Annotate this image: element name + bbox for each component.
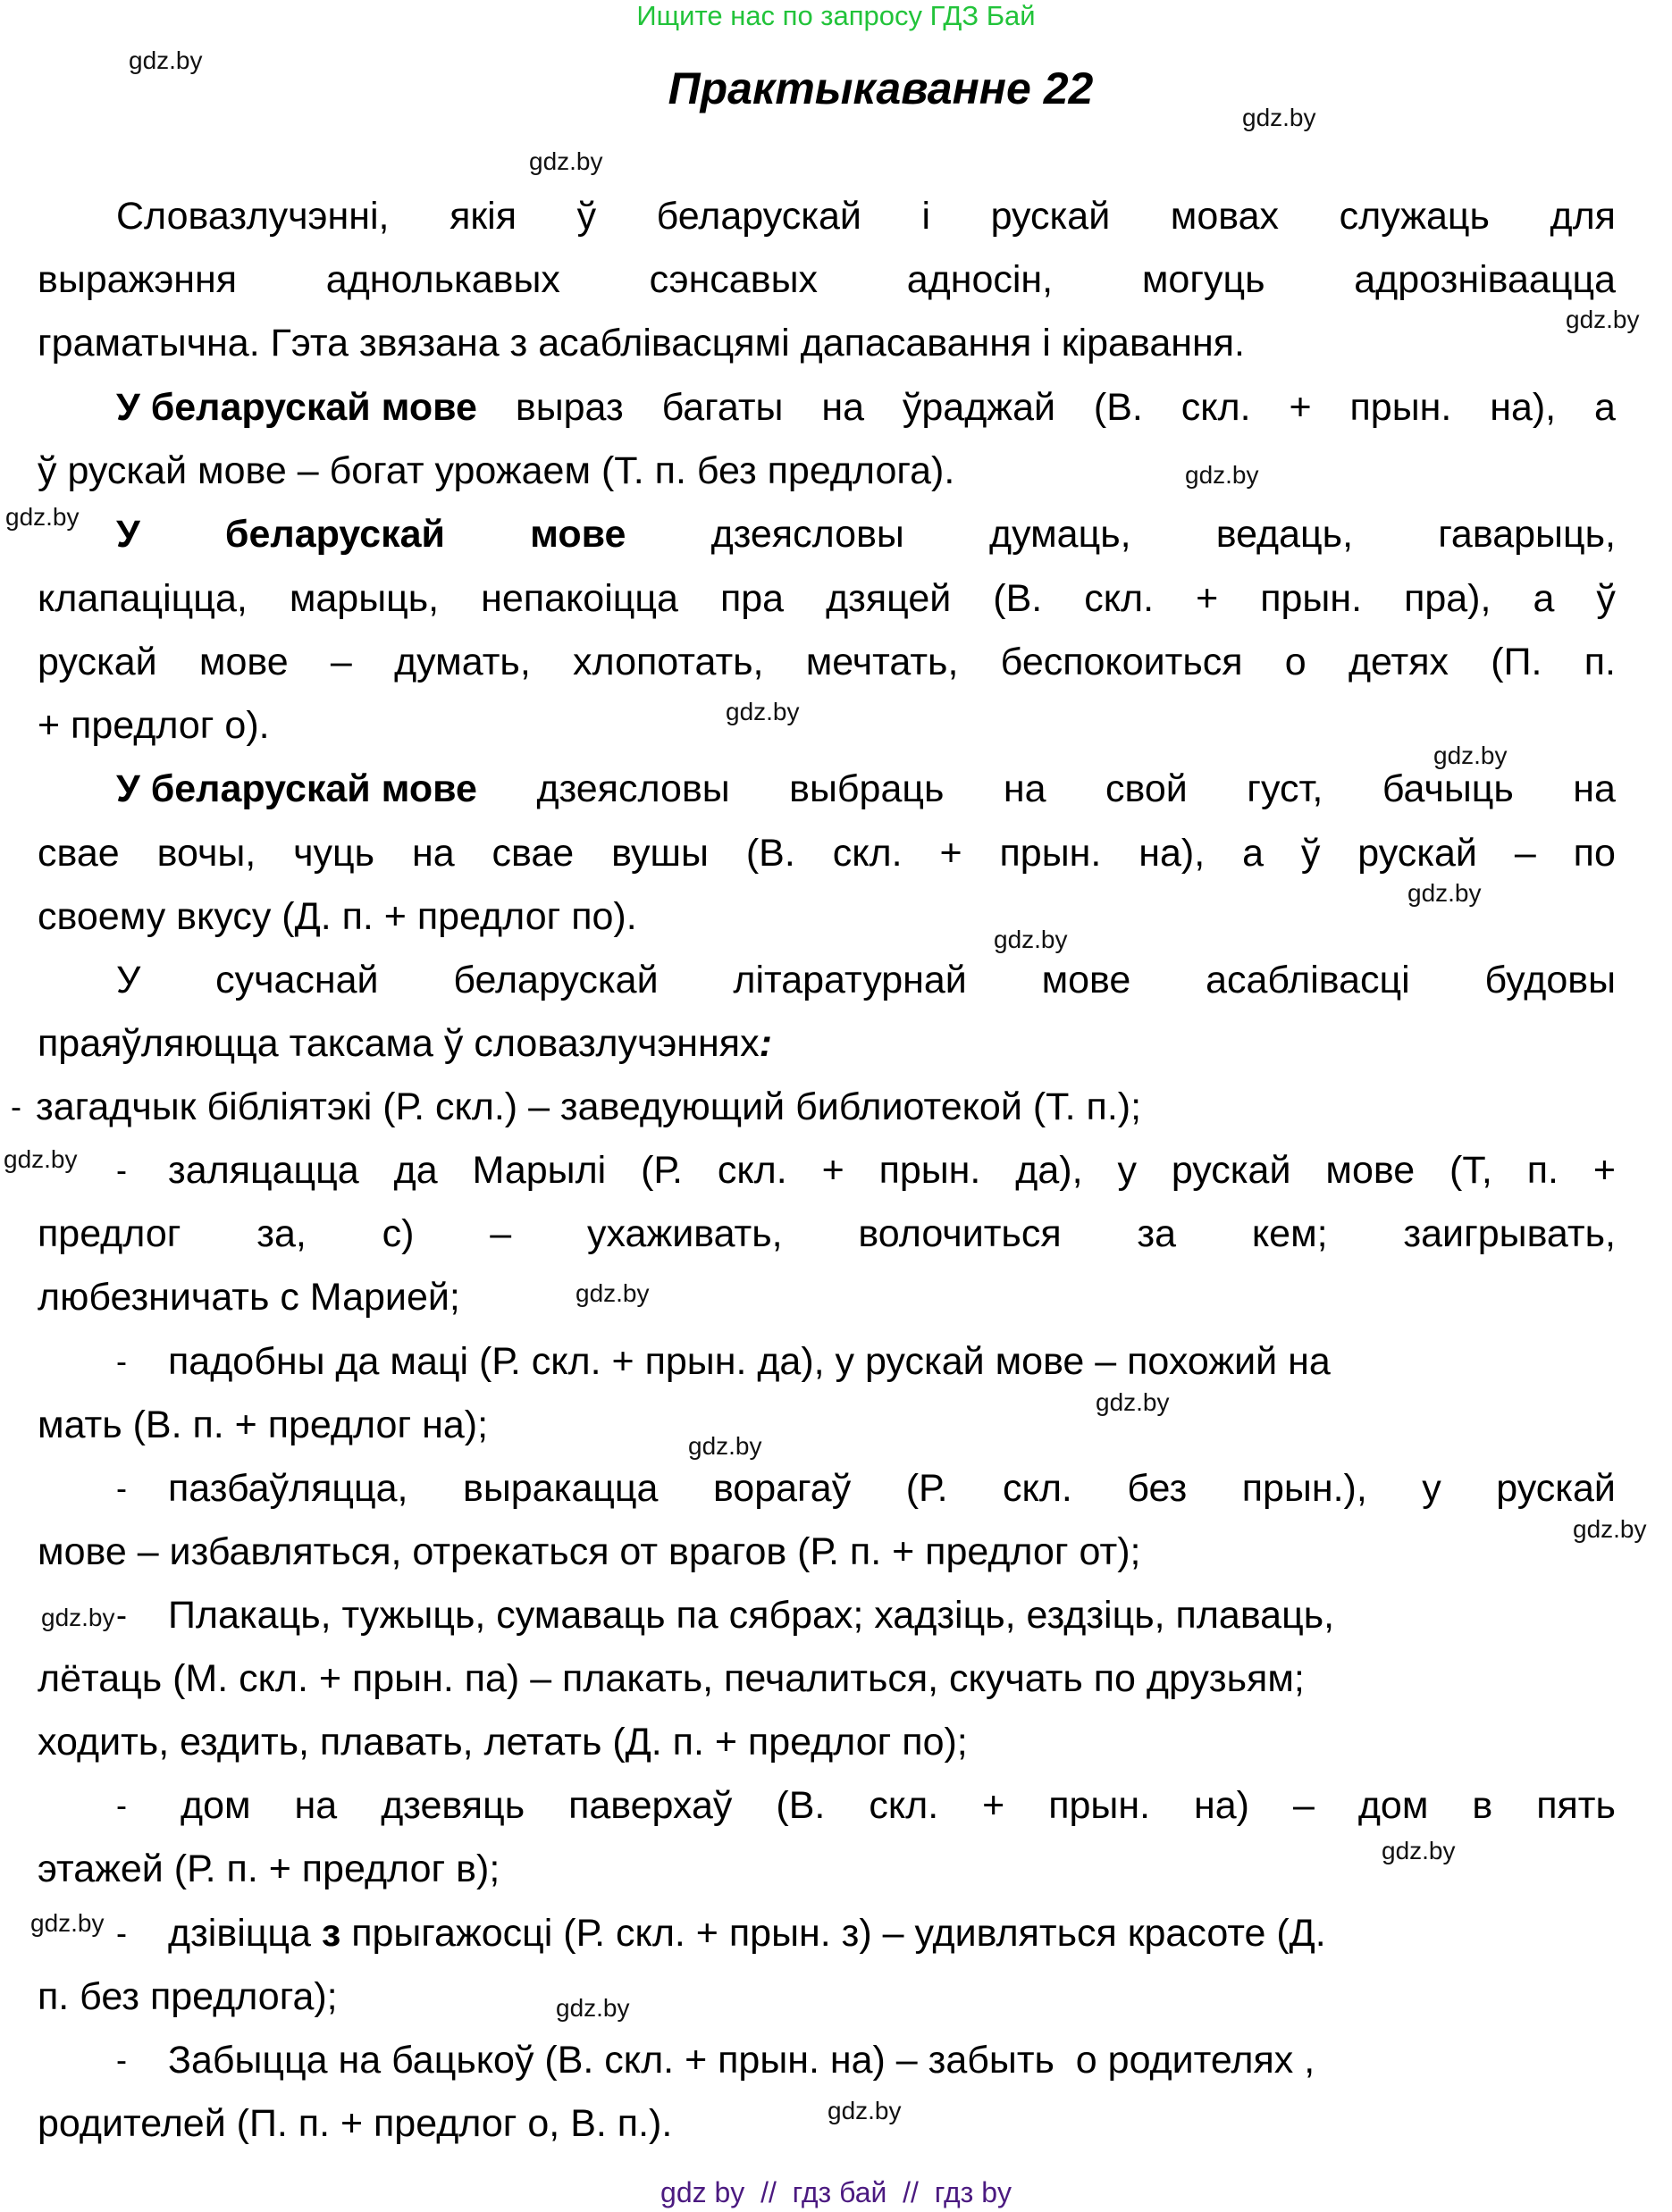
paragraph-3-line-4: + предлог о). <box>38 704 270 747</box>
watermark: gdz.by <box>1242 104 1316 131</box>
word: за, <box>256 1212 307 1255</box>
word: (Р. <box>905 1467 948 1510</box>
word: на <box>411 832 455 875</box>
word: бачыць <box>1382 767 1514 810</box>
paragraph-4-line-1 <box>116 757 1616 821</box>
word: за <box>1137 1212 1177 1255</box>
search-banner: Ищите нас по запросу ГДЗ Бай <box>636 0 1036 31</box>
word: паверхаў <box>568 1784 733 1827</box>
word: ўраджай <box>902 386 1056 429</box>
paragraph-5-line-2 <box>38 1011 772 1076</box>
word: мечтать, <box>805 641 959 683</box>
word: прын. <box>1048 1784 1151 1827</box>
list-dash: - <box>116 1152 127 1188</box>
word: у <box>1422 1467 1441 1510</box>
list-item-6-line-1 <box>181 1773 1616 1838</box>
word: дзяцей <box>826 577 952 620</box>
watermark: gdz.by <box>4 1145 78 1173</box>
watermark: gdz.by <box>688 1432 762 1460</box>
text: прыгажосці (Р. скл. + прын. з) – удивляться красоте (Д. <box>340 1912 1326 1955</box>
bold-phrase: У беларускай мове <box>116 767 477 810</box>
word: рускай <box>990 195 1111 238</box>
watermark: gdz.by <box>1573 1515 1647 1543</box>
watermark: gdz.by <box>30 1909 105 1937</box>
list-item-8-line-2: родителей (П. п. + предлог о, В. п.). <box>38 2102 673 2145</box>
word: скл. <box>1180 386 1251 429</box>
watermark: gdz.by <box>5 503 80 531</box>
list-dash: - <box>116 1596 127 1633</box>
watermark: gdz.by <box>1185 461 1259 489</box>
word: скл. <box>717 1149 787 1192</box>
word: ў <box>1300 832 1321 875</box>
list-item-4-line-1 <box>168 1456 1616 1521</box>
watermark: gdz.by <box>576 1279 650 1307</box>
word: кем; <box>1251 1212 1328 1255</box>
word: с) <box>382 1212 415 1255</box>
word: думать, <box>394 641 531 683</box>
word: прын. <box>1260 577 1363 620</box>
paragraph-3-line-1 <box>116 502 1616 566</box>
bold-word: мове <box>530 513 626 556</box>
word: скл. <box>1003 1467 1072 1510</box>
paragraph-4-line-2 <box>38 821 1616 885</box>
word: гаварыць, <box>1438 513 1616 556</box>
word: да <box>393 1149 438 1192</box>
word: адносін, <box>906 258 1054 301</box>
word: по <box>1573 832 1616 875</box>
list-dash: - <box>116 1787 127 1823</box>
footer-links: gdz by // гдз бай // гдз by <box>660 2176 1012 2208</box>
word: непакоіцца <box>481 577 678 620</box>
word: на), <box>1490 386 1557 429</box>
word: беларускай <box>656 195 861 238</box>
paragraph-5-line-1 <box>116 948 1616 1012</box>
word: детях <box>1348 641 1449 683</box>
paragraph-1-line-1 <box>116 184 1616 248</box>
word: скл. <box>869 1784 939 1827</box>
word: – <box>330 641 352 683</box>
text: дзівіцца <box>168 1912 322 1955</box>
list-item-7-line-1 <box>168 1901 1326 1965</box>
paragraph-2-line-1 <box>116 375 1616 440</box>
word: предлог <box>38 1212 181 1255</box>
word: дзеясловы <box>710 513 904 556</box>
watermark: gdz.by <box>41 1604 115 1631</box>
bold-word: беларускай <box>224 513 445 556</box>
word: – <box>490 1212 512 1255</box>
word: – <box>1514 832 1536 875</box>
word: да), <box>1015 1149 1083 1192</box>
word: + <box>939 832 962 875</box>
paragraph-3-line-3 <box>38 630 1616 694</box>
word: пра <box>719 577 785 620</box>
list-item-3-line-2: мать (В. п. + предлог на); <box>38 1403 489 1446</box>
page-title: Практыкаванне 22 <box>668 63 1094 113</box>
watermark: gdz.by <box>1566 306 1640 333</box>
paragraph-2-line-2: ў рускай мове – богат урожаем (Т. п. без предлога). <box>38 449 955 492</box>
word: скл. <box>1084 577 1155 620</box>
word: ворагаў <box>712 1467 852 1510</box>
watermark: gdz.by <box>556 1994 630 2022</box>
word: заляцацца <box>168 1149 359 1192</box>
word: могуць <box>1141 258 1265 301</box>
word: выбраць <box>789 767 945 810</box>
watermark: gdz.by <box>828 2097 902 2124</box>
word: (Р. <box>641 1149 683 1192</box>
watermark: gdz.by <box>1096 1388 1170 1416</box>
word: будовы <box>1484 959 1616 1001</box>
word: на), <box>1138 832 1206 875</box>
word: (Т, <box>1449 1149 1492 1192</box>
paragraph-3-line-2 <box>38 566 1616 631</box>
word: + <box>1196 577 1219 620</box>
word: (В. <box>1093 386 1143 429</box>
word: волочиться <box>858 1212 1062 1255</box>
list-item-5-line-3: ходить, ездить, плавать, летать (Д. п. + предлог по); <box>38 1721 968 1764</box>
word: дом <box>1357 1784 1429 1827</box>
list-item-2-line-1 <box>168 1138 1616 1202</box>
watermark: gdz.by <box>726 698 800 725</box>
word: на <box>1003 767 1046 810</box>
colon: : <box>759 1022 772 1065</box>
list-item-5-line-1: Плакаць, тужыць, сумаваць па сябрах; хадзіць, ездзіць, плаваць, <box>168 1594 1335 1637</box>
bold-word: У <box>116 513 140 556</box>
word: выраз <box>515 386 624 429</box>
word: пазбаўляцца, <box>168 1467 408 1510</box>
word: на) <box>1194 1784 1249 1827</box>
list-dash: - <box>116 1915 127 1951</box>
word: ў <box>576 195 597 238</box>
word: марыць, <box>289 577 440 620</box>
watermark: gdz.by <box>1407 879 1482 907</box>
watermark: gdz.by <box>994 926 1068 953</box>
bold-preposition: з <box>321 1912 341 1955</box>
word: клапаціцца, <box>38 577 248 620</box>
word: ведаць, <box>1215 513 1354 556</box>
word: а <box>1533 577 1555 620</box>
word: пра), <box>1404 577 1491 620</box>
word: + <box>1592 1149 1616 1192</box>
word: мове <box>198 641 289 683</box>
list-item-3-line-1: падобны да маці (Р. скл. + прын. да), у рускай мове – похожий на <box>168 1340 1331 1383</box>
word: асаблівасці <box>1206 959 1410 1001</box>
word: Марылі <box>472 1149 607 1192</box>
list-item-7-line-2: п. без предлога); <box>38 1975 338 2018</box>
word: (В. <box>993 577 1043 620</box>
watermark: gdz.by <box>529 147 603 175</box>
word: для <box>1550 195 1616 238</box>
word: + <box>982 1784 1005 1827</box>
word: беспокоиться <box>1000 641 1243 683</box>
list-item-6-line-2: этажей (Р. п. + предлог в); <box>38 1848 500 1890</box>
word: мовах <box>1170 195 1280 238</box>
word: прын. <box>878 1149 981 1192</box>
word: + <box>821 1149 844 1192</box>
paragraph-1-line-2 <box>38 247 1616 312</box>
word: на <box>294 1784 338 1827</box>
word: рускай <box>1357 832 1477 875</box>
list-item-5-line-2: лётаць (М. скл. + прын. па) – плакать, печалиться, скучать по друзьям; <box>38 1657 1305 1700</box>
word: беларускай <box>453 959 659 1001</box>
watermark: gdz.by <box>129 46 203 74</box>
word: выражэння <box>38 258 238 301</box>
word: п. <box>1584 641 1616 683</box>
bold-phrase: У беларускай мове <box>116 386 477 429</box>
word: аднолькавых <box>325 258 560 301</box>
word: скл. <box>832 832 903 875</box>
list-item-2-line-3: любезничать с Марией; <box>38 1276 460 1319</box>
list-item-8-line-1: Забыцца на бацькоў (В. скл. + прын. на) – забыть о родителях , <box>168 2039 1315 2082</box>
word: У <box>116 959 141 1001</box>
word: мове <box>1325 1149 1416 1192</box>
list-dash: - <box>116 1470 127 1506</box>
watermark: gdz.by <box>1433 742 1508 769</box>
word: выракацца <box>463 1467 659 1510</box>
word: якія <box>450 195 517 238</box>
word: густ, <box>1247 767 1323 810</box>
word: вушы <box>611 832 709 875</box>
word: о <box>1284 641 1307 683</box>
word: сучаснай <box>215 959 379 1001</box>
word: рускай <box>38 641 157 683</box>
word: хлопотать, <box>573 641 764 683</box>
word: пять <box>1536 1784 1616 1827</box>
word: Словазлучэнні, <box>116 195 390 238</box>
word: (П. <box>1491 641 1542 683</box>
word: без <box>1127 1467 1188 1510</box>
word: (В. <box>745 832 795 875</box>
word: дзеясловы <box>536 767 730 810</box>
word: ухаживать, <box>587 1212 783 1255</box>
word: думаць, <box>988 513 1131 556</box>
watermark: gdz.by <box>1382 1837 1456 1864</box>
list-dash: - <box>11 1088 21 1125</box>
word: + <box>1289 386 1312 429</box>
word: дом <box>181 1784 251 1827</box>
list-item-1-line-1: загадчык бібліятэкі (Р. скл.) – заведующий библиотекой (Т. п.); <box>36 1085 1142 1128</box>
word: прын. <box>999 832 1102 875</box>
word: заигрывать, <box>1403 1212 1616 1255</box>
word: літаратурнай <box>733 959 967 1001</box>
word: рускай <box>1171 1149 1291 1192</box>
word: свой <box>1105 767 1188 810</box>
word: вочы, <box>156 832 256 875</box>
word: а <box>1594 386 1616 429</box>
word: служаць <box>1339 195 1490 238</box>
word: адрозніваацца <box>1354 258 1616 301</box>
word: у <box>1117 1149 1137 1192</box>
word: свае <box>492 832 575 875</box>
word: сэнсавых <box>649 258 818 301</box>
word: прын. <box>1349 386 1452 429</box>
word: на <box>821 386 864 429</box>
word: багаты <box>661 386 784 429</box>
word: – <box>1292 1784 1315 1827</box>
paragraph-1-line-3: граматычна. Гэта звязана з асаблівасцямі дапасавання і кіравання. <box>38 322 1245 364</box>
word: ў <box>1596 577 1616 620</box>
list-dash: - <box>116 1343 127 1379</box>
word: п. <box>1526 1149 1559 1192</box>
word: і <box>921 195 931 238</box>
intro-text: праяўляюцца таксама ў словазлучэннях <box>38 1022 760 1065</box>
word: рускай <box>1496 1467 1616 1510</box>
word: в <box>1472 1784 1493 1827</box>
word: мове <box>1041 959 1131 1001</box>
word: дзевяць <box>381 1784 525 1827</box>
word: (В. <box>776 1784 826 1827</box>
word: на <box>1573 767 1616 810</box>
paragraph-4-line-3: своему вкусу (Д. п. + предлог по). <box>38 895 637 938</box>
list-dash: - <box>116 2041 127 2078</box>
list-item-2-line-2 <box>38 1202 1616 1266</box>
word: свае <box>38 832 120 875</box>
word: а <box>1242 832 1264 875</box>
word: чуць <box>293 832 375 875</box>
list-item-4-line-2: мове – избавляться, отрекаться от врагов (Р. п. + предлог от); <box>38 1530 1141 1573</box>
word: прын.), <box>1241 1467 1367 1510</box>
